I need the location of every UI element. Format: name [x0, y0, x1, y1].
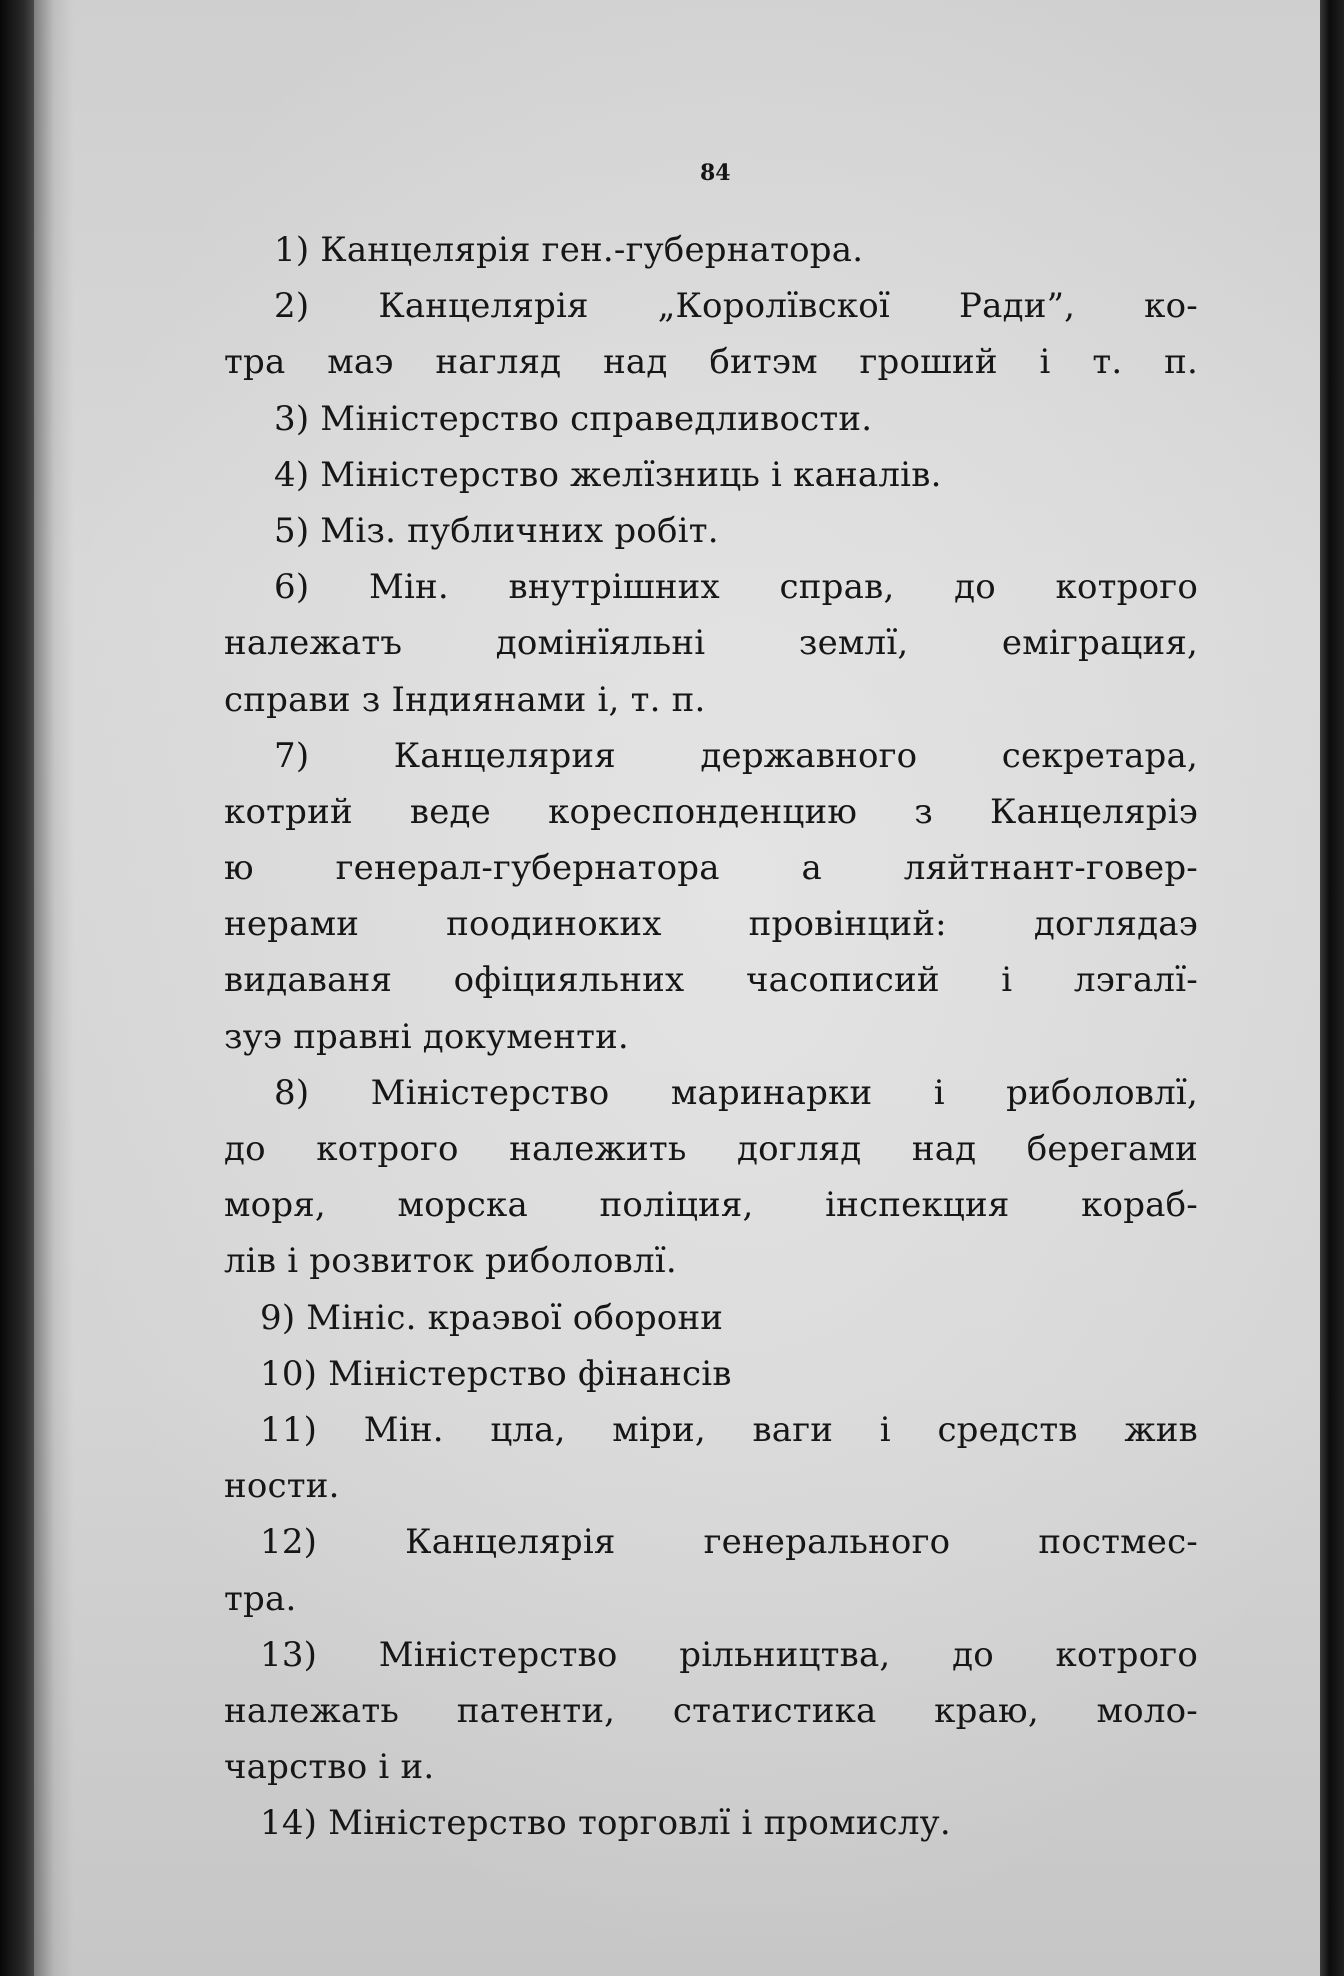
text-line: 11) Мін. цла, міри, ваги і средств жив — [260, 1409, 1198, 1450]
text-line: 7) Канцелярия державного секретара, — [274, 735, 1198, 776]
page-body-text — [224, 222, 1198, 1851]
text-line: тра. — [224, 1578, 297, 1619]
text-line: ности. — [224, 1466, 340, 1507]
text-line: належатъ домінїяльні землї, еміграция, — [224, 623, 1198, 664]
text-line: чарство і и. — [224, 1747, 435, 1788]
text-line: 4) Міністерство желїзниць і каналів. — [274, 454, 942, 495]
text-line: зуэ правні документи. — [224, 1016, 629, 1057]
text-line: 1) Канцелярія ген.-губернатора. — [274, 230, 864, 270]
text-line: 2) Канцелярія „Королївскої Ради”, ко- — [274, 286, 1198, 327]
text-line: 8) Міністерство маринарки і риболовлї, — [274, 1072, 1198, 1113]
text-line: 10) Міністерство фінансів — [260, 1353, 732, 1394]
text-line: справи з Індиянами і, т. п. — [224, 679, 706, 720]
text-line: лів і розвиток риболовлї. — [224, 1241, 677, 1282]
text-line: нерами поодиноких провінций: доглядаэ — [224, 904, 1198, 945]
text-line: до котрого належить догляд над берегами — [224, 1129, 1198, 1169]
page-gutter-shadow — [34, 0, 74, 1976]
page-number: 84 — [700, 160, 731, 186]
text-line: 5) Міз. публичних робіт. — [274, 510, 719, 551]
text-line: 6) Мін. внутрішних справ, до котрого — [274, 567, 1198, 608]
text-line: 12) Канцелярія генерального постмес- — [260, 1522, 1198, 1563]
text-line: моря, морска поліция, інспекция кораб- — [224, 1185, 1198, 1226]
text-line: належать патенти, статистика краю, моло- — [224, 1690, 1198, 1731]
text-line: 9) Мініс. краэвої оборони — [260, 1297, 724, 1338]
text-line: тра маэ нагляд над битэм гроший і т. п. — [224, 342, 1198, 383]
text-line: 13) Міністерство рільництва, до котрого — [260, 1634, 1198, 1675]
text-line: котрий веде кореспонденцию з Канцеляріэ — [224, 791, 1198, 832]
scan-left-edge — [0, 0, 34, 1976]
text-line: ю генерал-губернатора а ляйтнант-говер- — [224, 848, 1198, 889]
text-line: видаваня офіцияльних часописий і лэгалї- — [224, 960, 1198, 1001]
scan-right-edge — [1320, 0, 1344, 1976]
text-line: 14) Міністерство торговлї і промислу. — [260, 1803, 951, 1844]
text-line: 3) Міністерство справедливости. — [274, 398, 873, 439]
